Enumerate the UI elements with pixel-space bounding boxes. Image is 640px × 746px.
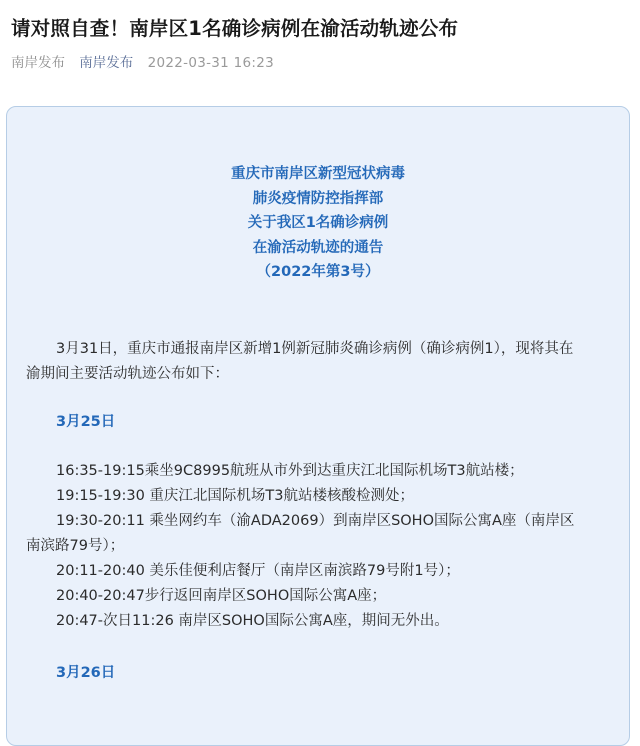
account-name-link[interactable]: 南岸发布: [79, 55, 134, 71]
notice-heading: [7, 162, 629, 285]
publish-date: 2022-03-31 16:23: [147, 55, 275, 71]
itinerary-item: 19:30-20:11 乘坐网约车（渝ADA2069）到南岸区SOHO国际公寓A座（南岸区: [56, 513, 575, 529]
itinerary-item: 16:35-19:15乘坐9C8995航班从市外到达重庆江北国际机场T3航站楼；: [56, 463, 524, 479]
notice-heading-line: 关于我区1名确诊病例: [247, 215, 389, 231]
article-meta: [11, 53, 284, 73]
notice-heading-line: 重庆市南岸区新型冠状病毒: [231, 166, 405, 182]
itinerary-item: 19:15-19:30 重庆江北国际机场T3航站楼核酸检测处；: [56, 488, 414, 504]
notice-box: [6, 106, 630, 746]
article-source: 南岸发布: [11, 55, 65, 71]
date-heading-mar25: 3月25日: [56, 414, 116, 430]
itinerary-item: 20:11-20:40 美乐佳便利店餐厅（南岸区南滨路79号附1号）；: [56, 563, 460, 579]
intro-paragraph-line: 3月31日，重庆市通报南岸区新增1例新冠肺炎确诊病例（确诊病例1），现将其在: [56, 341, 574, 357]
date-heading-mar26: 3月26日: [56, 665, 116, 681]
intro-paragraph-line: 渝期间主要活动轨迹公布如下：: [26, 366, 229, 382]
itinerary-item: 20:47-次日11:26 南岸区SOHO国际公寓A座，期间无外出。: [56, 613, 449, 629]
notice-heading-line: 在渝活动轨迹的通告: [252, 239, 384, 256]
article-title: 请对照自查！南岸区1名确诊病例在渝活动轨迹公布: [11, 17, 459, 40]
itinerary-item: 20:40-20:47步行返回南岸区SOHO国际公寓A座；: [56, 588, 387, 604]
itinerary-item-continued: 南滨路79号）；: [26, 538, 125, 554]
notice-heading-line: 肺炎疫情防控指挥部: [252, 190, 384, 207]
notice-number: （2022年第3号）: [256, 264, 380, 280]
